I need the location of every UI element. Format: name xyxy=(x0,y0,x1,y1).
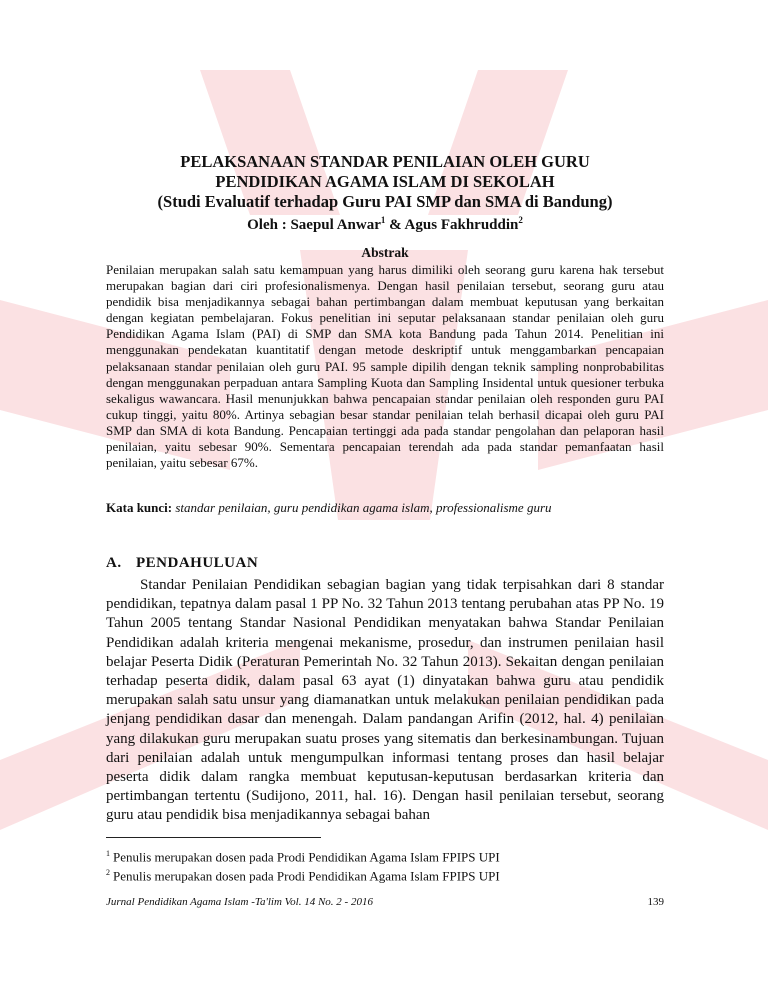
paper-subtitle: (Studi Evaluatif terhadap Guru PAI SMP dan SMA di Bandung) xyxy=(157,192,613,211)
page-number: 139 xyxy=(647,896,664,908)
paper-title-line-2: PENDIDIKAN AGAMA ISLAM DI SEKOLAH xyxy=(215,172,555,191)
keywords-label: Kata kunci: xyxy=(106,500,173,515)
section-heading xyxy=(106,555,664,572)
author-line-joiner: & Agus Fakhruddin xyxy=(385,217,519,233)
author-footnote-mark-1: 1 xyxy=(380,215,386,225)
footnote-text-1: Penulis merupakan dosen pada Prodi Pendidikan Agama Islam FPIPS UPI xyxy=(113,849,500,865)
author-footnote-mark-2: 2 xyxy=(518,215,523,225)
section-number: A. xyxy=(106,555,122,571)
footnote-text-2: Penulis merupakan dosen pada Prodi Pendidikan Agama Islam FPIPS UPI xyxy=(113,868,500,884)
keywords-text: standar penilaian, guru pendidikan agama islam, professionalisme guru xyxy=(175,500,552,515)
body-paragraph: Standar Penilaian Pendidikan sebagian bagian yang tidak terpisahkan dari 8 standar pendidikan, tepatnya dalam pasal 1 PP No. 32 Tahun 2013 tentang perubahan atas PP No. 19 Tahun 2005 tentang Standar Nasional Pendidikan menyatakan bahwa Standar Penilaian Pendidikan adalah kriteria mengenai mekanisme, prosedur, dan instrumen penilaian hasil belajar Peserta Didik (Peraturan Pemerintah No. 32 Tahun 2013). Sekaitan dengan penilaian terhadap peserta didik, dalam pasal 63 ayat (1) dinyatakan bahwa guru atau pendidik merupakan salah satu unsur yang diamanatkan untuk melakukan penilaian pendidikan pada jenjang pendidikan dasar dan menengah. Dalam pandangan Arifin (2012, hal. 4) penilaian yang dilakukan guru merupakan suatu proses yang sitematis dan berkesinambungan. Tujuan dari penilaian adalah untuk mengumpulkan informasi tentang proses dan hasil belajar peserta didik dalam rangka membuat keputusan-keputusan berdasarkan kriteria dan pertimbangan tertentu (Sudijono, 2011, hal. 16). Dengan hasil penilaian tersebut, seorang guru atau pendidik bisa menjadikannya sebagai bahan xyxy=(106,577,664,824)
keywords xyxy=(106,500,664,516)
footnote-1 xyxy=(106,846,664,865)
abstract-heading: Abstrak xyxy=(361,245,409,260)
footnote-mark-2: 2 xyxy=(106,868,110,878)
section-title: PENDAHULUAN xyxy=(136,555,259,571)
footnote-separator xyxy=(106,837,321,838)
footnote-mark-1: 1 xyxy=(106,849,110,858)
footnote-2 xyxy=(106,865,664,884)
page-footer xyxy=(106,896,664,908)
abstract-text: Penilaian merupakan salah satu kemampuan yang harus dimiliki oleh seorang guru karena hak tersebut merupakan bagian dari ciri profesionalismenya. Dengan hasil penilaian tersebut, seorang guru atau pendidik bisa menjadikannya sebagai bahan pertimbangan dalam membuat keputusan yang berkaitan dengan kegiatan pembelajaran. Fokus penelitian ini seputar pelaksanaan standar penilaian oleh guru Pendidikan Agama Islam (PAI) di SMP dan SMA kota Bandung pada Tahun 2014. Penelitian ini menggunakan pendekatan kuantitatif dengan metode deskriptif untuk menggambarkan pencapaian pelaksanaan standar penilaian oleh guru PAI. 95 sample dipilih dengan teknik sampling nonprobabilitas dengan menggunakan perpaduan antara Sampling Kuota dan Sampling Insidental untuk quesioner terbuka sekaligus wawancara. Hasil menunjukkan bahwa pencapaian standar penilaian oleh responden guru PAI cukup tinggi, yaitu 80%. Artinya sebagian besar standar penilaian telah berhasil dicapai oleh guru PAI SMP dan SMA di kota Bandung. Pencapaian tertinggi ada pada standar pengolahan dan pelaporan hasil penilaian, yaitu sebesar 90%. Sementara pencapaian terendah ada pada standar pemanfaatan hasil penilaian, yaitu sebesar 67%. xyxy=(106,262,664,471)
footnotes xyxy=(106,846,664,885)
journal-citation: Jurnal Pendidikan Agama Islam -Ta'lim Vol. 14 No. 2 - 2016 xyxy=(106,896,373,908)
author-line-prefix: Oleh : Saepul Anwar xyxy=(247,217,381,233)
author-line xyxy=(106,211,664,234)
paper-title-line-1: PELAKSANAAN STANDAR PENILAIAN OLEH GURU xyxy=(180,152,590,171)
